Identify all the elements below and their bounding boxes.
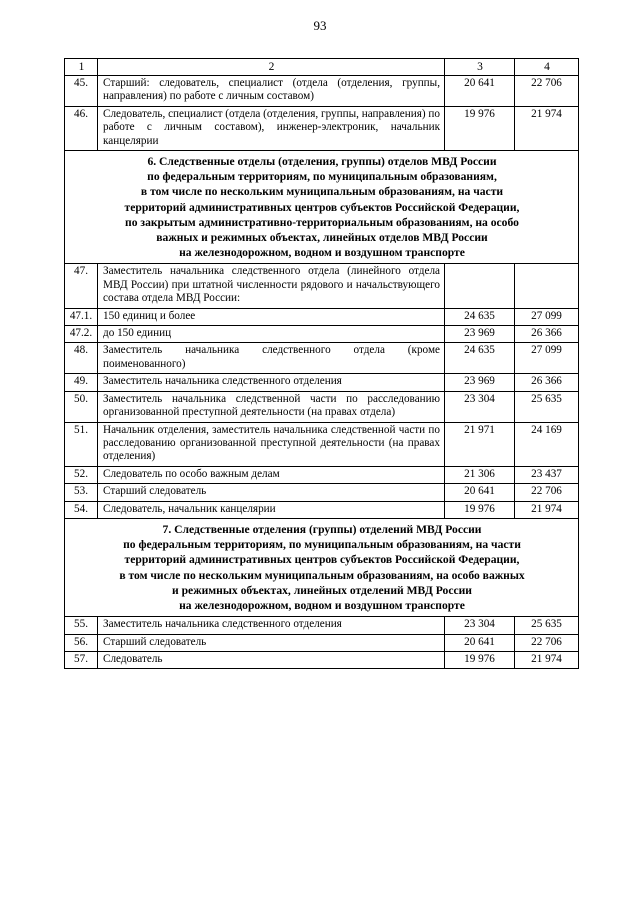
position-title: Заместитель начальника следственного отдела (кроме поименованного) <box>98 343 445 374</box>
row-number: 51. <box>65 422 98 466</box>
table-row <box>65 617 579 634</box>
salary-value-col3: 21 306 <box>445 466 515 483</box>
salary-value-col4: 26 366 <box>515 326 579 343</box>
column-header-2: 2 <box>98 59 445 76</box>
salary-value-col3: 23 304 <box>445 617 515 634</box>
table-row <box>65 484 579 501</box>
salary-value-col4 <box>515 264 579 308</box>
position-title: Старший следователь <box>98 484 445 501</box>
salary-value-col4: 22 706 <box>515 484 579 501</box>
row-number: 56. <box>65 634 98 651</box>
section-heading <box>65 151 579 264</box>
position-title: Начальник отделения, заместитель начальника следственной части по расследованию организованной преступной деятельности (на правах отделения) <box>98 422 445 466</box>
table-row <box>65 374 579 391</box>
table-row <box>65 466 579 483</box>
salary-value-col4: 22 706 <box>515 76 579 107</box>
salary-value-col3 <box>445 264 515 308</box>
table-row <box>65 343 579 374</box>
row-number: 50. <box>65 391 98 422</box>
table-row <box>65 391 579 422</box>
section-heading-line: на железнодорожном, водном и воздушном транспорте <box>179 246 465 260</box>
table-row <box>65 651 579 668</box>
position-title: Заместитель начальника следственного отдела (линейного отдела МВД России) при штатной численности рядового и начальствующего состава отдела МВД России: <box>98 264 445 308</box>
salary-value-col3: 20 641 <box>445 634 515 651</box>
row-number: 54. <box>65 501 98 518</box>
salary-value-col3: 23 969 <box>445 374 515 391</box>
column-header-3: 3 <box>445 59 515 76</box>
position-title: Старший: следователь, специалист (отдела (отделения, группы, направления) по работе с личным составом) <box>98 76 445 107</box>
row-number: 53. <box>65 484 98 501</box>
salary-value-col3: 21 971 <box>445 422 515 466</box>
table-row <box>65 501 579 518</box>
salary-value-col3: 20 641 <box>445 484 515 501</box>
salary-value-col4: 21 974 <box>515 106 579 150</box>
salary-value-col3: 23 969 <box>445 326 515 343</box>
section-heading-line: на железнодорожном, водном и воздушном транспорте <box>179 598 465 612</box>
position-title: Старший следователь <box>98 634 445 651</box>
salary-value-col4: 21 974 <box>515 651 579 668</box>
row-number: 47.2. <box>65 326 98 343</box>
row-number: 45. <box>65 76 98 107</box>
salary-value-col4: 22 706 <box>515 634 579 651</box>
row-number: 57. <box>65 651 98 668</box>
row-number: 55. <box>65 617 98 634</box>
table-row <box>65 308 579 325</box>
table-row <box>65 634 579 651</box>
salary-value-col4: 25 635 <box>515 617 579 634</box>
salary-value-col3: 19 976 <box>445 106 515 150</box>
salary-value-col3: 20 641 <box>445 76 515 107</box>
salary-schedule-table <box>64 58 579 669</box>
section-heading-line: в том числе по нескольким муниципальным образованиям, на части <box>140 185 504 199</box>
row-number: 49. <box>65 374 98 391</box>
column-header-1: 1 <box>65 59 98 76</box>
row-number: 46. <box>65 106 98 150</box>
section-heading-line: территорий административных центров субъектов Российской Федерации, <box>124 553 520 567</box>
salary-value-col3: 19 976 <box>445 651 515 668</box>
table-row <box>65 326 579 343</box>
table-section-heading-row <box>65 518 579 616</box>
section-heading-line: и режимных объектах, линейных отделений МВД России <box>172 583 472 597</box>
section-heading-line: по федеральным территориям, по муниципальным образованиям, на части <box>123 538 521 552</box>
row-number: 48. <box>65 343 98 374</box>
salary-value-col4: 26 366 <box>515 374 579 391</box>
salary-value-col4: 24 169 <box>515 422 579 466</box>
section-heading-line: важных и режимных объектах, линейных отделов МВД России <box>156 231 488 245</box>
row-number: 47.1. <box>65 308 98 325</box>
table-column-header-row <box>65 59 579 76</box>
table-row <box>65 264 579 308</box>
section-heading-line: в том числе по нескольким муниципальным образованиям, на особо важных <box>119 568 525 582</box>
salary-value-col4: 27 099 <box>515 343 579 374</box>
table-row <box>65 76 579 107</box>
row-number: 47. <box>65 264 98 308</box>
position-title: до 150 единиц <box>98 326 445 343</box>
section-heading <box>65 518 579 616</box>
column-header-4: 4 <box>515 59 579 76</box>
salary-value-col4: 27 099 <box>515 308 579 325</box>
section-heading-line: территорий административных центров субъектов Российской Федерации, <box>124 200 520 214</box>
salary-value-col4: 25 635 <box>515 391 579 422</box>
position-title: Следователь, специалист (отдела (отделения, группы, направления) по работе с личным составом), инженер-электроник, начальник канцелярии <box>98 106 445 150</box>
salary-value-col3: 23 304 <box>445 391 515 422</box>
position-title: Следователь по особо важным делам <box>98 466 445 483</box>
position-title: Заместитель начальника следственного отделения <box>98 617 445 634</box>
table-row <box>65 422 579 466</box>
salary-value-col3: 19 976 <box>445 501 515 518</box>
table-row <box>65 106 579 150</box>
salary-value-col4: 23 437 <box>515 466 579 483</box>
position-title: Следователь, начальник канцелярии <box>98 501 445 518</box>
page-number: 93 <box>313 18 327 33</box>
table-body <box>65 59 579 669</box>
position-title: Заместитель начальника следственного отделения <box>98 374 445 391</box>
section-heading-line: 6. Следственные отделы (отделения, группы) отделов МВД России <box>147 155 497 169</box>
position-title: Заместитель начальника следственной части по расследованию организованной преступной деятельности (на правах отдела) <box>98 391 445 422</box>
position-title: 150 единиц и более <box>98 308 445 325</box>
salary-value-col3: 24 635 <box>445 343 515 374</box>
position-title: Следователь <box>98 651 445 668</box>
section-heading-line: 7. Следственные отделения (группы) отделений МВД России <box>162 522 482 536</box>
table-section-heading-row <box>65 151 579 264</box>
salary-value-col4: 21 974 <box>515 501 579 518</box>
salary-value-col3: 24 635 <box>445 308 515 325</box>
section-heading-line: по федеральным территориям, по муниципальным образованиям, <box>147 170 497 184</box>
section-heading-line: по закрытым административно-территориальным образованиям, на особо <box>125 215 519 229</box>
row-number: 52. <box>65 466 98 483</box>
